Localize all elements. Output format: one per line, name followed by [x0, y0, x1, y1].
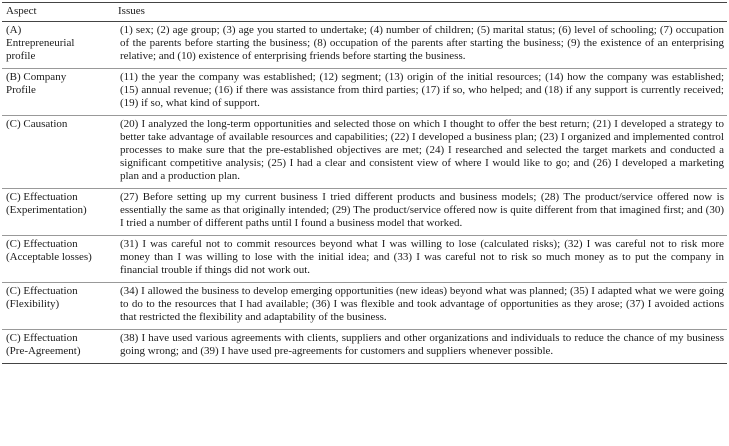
table-row [2, 330, 727, 364]
aspect-label-line: Entrepreneurial [6, 37, 75, 49]
table-row [2, 236, 727, 283]
aspect-label-line: (C) Causation [6, 118, 68, 130]
issues-cell: (20) I analyzed the long-term opportunities and selected those on which I thought to offer the best return; (21) I developed a strategy to better take advantage of available resources and capabilities; (22) I developed a business plan; (23) I organized and implemented control processes to make sure that the pre-established objectives are met; (24) I researched and selected the target markets and conducted a significant competitive analysis; (25) I had a clear and consistent view of where I would like to go; and (26) I developed a marketing plan and a production plan. [114, 116, 727, 189]
issues-cell: (31) I was careful not to commit resources beyond what I was willing to lose (calculated risks); (32) I was careful not to risk more money than I was willing to lose with the initial idea; and (33) I was careful not to risk so much money as to put the company in financial trouble if things did not work out. [114, 236, 727, 283]
aspect-label-line: profile [6, 50, 36, 62]
aspect-cell [2, 22, 114, 69]
issues-cell: (11) the year the company was established; (12) segment; (13) origin of the initial resources; (14) how the company was established; (15) annual revenue; (16) if there was assistance from third parties; (17) if so, who helped; and (18) if any support is currently received; (19) if so, what kind of support. [114, 69, 727, 116]
aspect-label-line: (B) Company [6, 71, 67, 83]
issues-column-header: Issues [114, 3, 727, 22]
issues-cell: (27) Before setting up my current business I tried different products and business models; (28) The product/service offered now is essentially the same as that originally intended; (29) The product/service offered now is quite different from that imagined first; and (30) I tried a number of different paths until I found a business model that worked. [114, 189, 727, 236]
aspect-label-line: (A) [6, 24, 22, 36]
aspect-label-line: (C) Effectuation [6, 191, 78, 203]
table-row [2, 116, 727, 189]
aspect-cell [2, 189, 114, 236]
table-body [2, 22, 727, 364]
aspect-label-line: (C) Effectuation [6, 332, 78, 344]
aspect-label-line: (C) Effectuation [6, 285, 78, 297]
aspect-label-line: (Experimentation) [6, 204, 87, 216]
table-row [2, 69, 727, 116]
table-row [2, 189, 727, 236]
aspect-cell [2, 236, 114, 283]
aspect-cell [2, 283, 114, 330]
aspect-label-line: (Pre-Agreement) [6, 345, 81, 357]
issues-cell: (38) I have used various agreements with clients, suppliers and other organizations and individuals to reduce the chance of my business going wrong; and (39) I have used pre-agreements for customers and suppliers whenever possible. [114, 330, 727, 364]
aspect-cell [2, 69, 114, 116]
issues-cell: (1) sex; (2) age group; (3) age you started to undertake; (4) number of children; (5) marital status; (6) level of schooling; (7) occupation of the parents before starting the business; (8) occupation of the parents after starting the business; (9) the existence of an enterprising relative; and (10) existence of enterprising friends before starting the business. [114, 22, 727, 69]
aspect-column-header: Aspect [2, 3, 114, 22]
aspects-issues-table [2, 2, 727, 364]
table-row [2, 283, 727, 330]
aspect-label-line: (Acceptable losses) [6, 251, 92, 263]
aspect-label-line: Profile [6, 84, 36, 96]
aspect-cell [2, 330, 114, 364]
issues-cell: (34) I allowed the business to develop emerging opportunities (new ideas) beyond what was planned; (35) I adapted what we were going to do to the resources that I had available; (36) I was flexible and took advantage of opportunities as they arose; (37) I avoided actions that restricted the flexibility and adaptability of the business. [114, 283, 727, 330]
aspect-label-line: (C) Effectuation [6, 238, 78, 250]
aspect-cell [2, 116, 114, 189]
aspect-label-line: (Flexibility) [6, 298, 60, 310]
table-header-row [2, 3, 727, 22]
table-row [2, 22, 727, 69]
